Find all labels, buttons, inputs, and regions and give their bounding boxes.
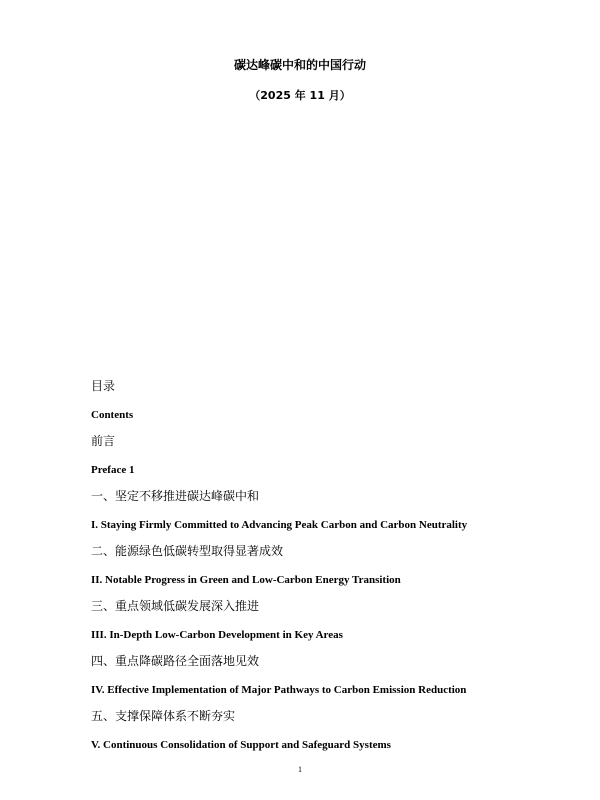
- toc-item-en-preface: Preface 1: [91, 464, 135, 476]
- document-title: 碳达峰碳中和的中国行动: [233, 58, 366, 72]
- toc-item-zh-1: 一、坚定不移推进碳达峰碳中和: [91, 489, 260, 503]
- toc-item-en-2: II. Notable Progress in Green and Low-Carbon Energy Transition: [91, 574, 401, 586]
- toc-item-en-3: III. In-Depth Low-Carbon Development in Key Areas: [91, 629, 343, 641]
- toc-item-zh-5: 五、支撑保障体系不断夯实: [91, 709, 236, 723]
- toc-item-en-5: V. Continuous Consolidation of Support and Safeguard Systems: [91, 739, 391, 751]
- document-date: （2025 年 11 月）: [249, 89, 351, 102]
- toc-item-en-1: I. Staying Firmly Committed to Advancing Peak Carbon and Carbon Neutrality: [91, 519, 468, 531]
- toc-item-zh-2: 二、能源绿色低碳转型取得显著成效: [91, 544, 284, 558]
- toc-item-zh-3: 三、重点领域低碳发展深入推进: [91, 599, 260, 613]
- page-number: 1: [298, 765, 302, 774]
- toc-item-en-4: IV. Effective Implementation of Major Pathways to Carbon Emission Reduction: [91, 684, 467, 696]
- toc-item-zh-4: 四、重点降碳路径全面落地见效: [91, 654, 260, 668]
- toc-heading-en: Contents: [91, 409, 134, 421]
- toc-item-zh-preface: 前言: [91, 434, 116, 448]
- toc-heading-zh: 目录: [91, 379, 116, 393]
